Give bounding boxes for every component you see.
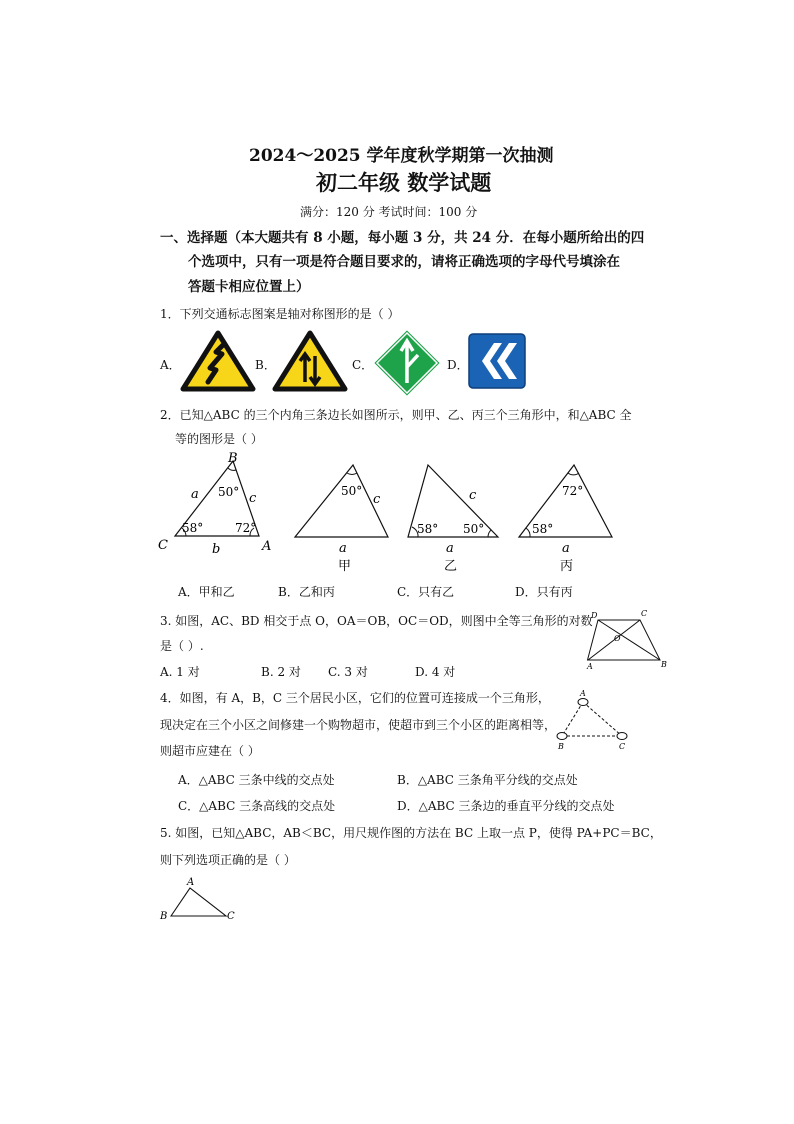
bing-angle2-label: 58°	[532, 522, 554, 536]
q3-option-d: D. 4 对	[415, 665, 456, 679]
triangle-bing-figure	[514, 455, 624, 575]
q3-label-c: C	[641, 609, 648, 618]
q1-option-b-label: B．	[255, 358, 276, 372]
bing-angle1-label: 72°	[562, 484, 584, 498]
yi-name: 乙	[444, 559, 458, 574]
vertex-a-label: A	[262, 539, 272, 554]
jia-side-c-label: c	[373, 492, 381, 507]
q1-stem: 1．下列交通标志图案是轴对称图形的是（ ）	[160, 307, 400, 321]
q1-option-d-label: D．	[447, 358, 469, 372]
q5-label-a: A	[187, 877, 195, 888]
q3-stem-line1: 3. 如图，AC、BD 相交于点 O，OA＝OB，OC＝OD，则图中全等三角形的对数	[160, 614, 593, 628]
q2-option-b: B．乙和丙	[278, 585, 335, 599]
q5-triangle-figure	[158, 874, 242, 926]
exam-subtitle: 初二年级 数学试题	[316, 170, 492, 195]
jia-name: 甲	[338, 559, 352, 574]
q3-label-o: O	[614, 634, 621, 643]
q4-label-a: A	[580, 689, 586, 698]
q1-option-c-label: C．	[352, 358, 374, 372]
yi-side-a-label: a	[446, 541, 454, 556]
winding-road-sign-icon	[180, 330, 256, 392]
q3-option-c: C. 3 对	[328, 665, 368, 679]
triangle-abc-figure	[155, 448, 275, 558]
q3-figure	[588, 606, 678, 670]
q4-option-a: A．△ABC 三条中线的交点处	[178, 773, 335, 787]
triangle-jia-figure	[290, 455, 400, 575]
q4-stem-line1: 4．如图，有 A，B，C 三个居民小区，它们的位置可连接成一个三角形，	[160, 691, 550, 705]
bing-name: 丙	[560, 559, 574, 574]
angle-a-label: 72°	[235, 521, 257, 535]
q5-stem-line1: 5. 如图，已知△ABC，AB＜BC，用尺规作图的方法在 BC 上取一点 P，使得 PA+PC＝BC，	[160, 826, 662, 840]
angle-b-label: 50°	[218, 485, 240, 499]
section-heading-line2: 个选项中，只有一项是符合题目要求的，请将正确选项的字母代号填涂在	[188, 254, 620, 270]
side-a-label: a	[191, 487, 199, 502]
q4-option-b: B．△ABC 三条角平分线的交点处	[397, 773, 578, 787]
yi-angle2-label: 50°	[463, 522, 485, 536]
yi-angle1-label: 58°	[417, 522, 439, 536]
q4-label-b: B	[558, 742, 564, 751]
q3-label-a: A	[587, 662, 593, 671]
q2-stem-line1: 2．已知△ABC 的三个内角三条边长如图所示，则甲、乙、丙三个三角形中，和△ABC 全	[160, 408, 632, 422]
section-heading-line1: 一、选择题（本大题共有 8 小题，每小题 3 分，共 24 分．在每小题所给出的四	[160, 230, 645, 246]
side-c-label: c	[249, 491, 257, 506]
q4-option-d: D．△ABC 三条边的垂直平分线的交点处	[397, 799, 615, 813]
q1-option-a-label: A．	[160, 358, 181, 372]
angle-c-label: 58°	[182, 521, 204, 535]
q3-stem-line2: 是（ ）.	[160, 639, 204, 653]
q3-option-b: B. 2 对	[261, 665, 301, 679]
merge-lane-sign-icon	[371, 327, 443, 399]
q4-label-c: C	[619, 742, 626, 751]
q2-option-a: A．甲和乙	[178, 585, 235, 599]
jia-side-a-label: a	[339, 541, 347, 556]
q4-option-c: C．△ABC 三条高线的交点处	[178, 799, 336, 813]
q4-stem-line3: 则超市应建在（ ）	[160, 744, 260, 758]
bing-side-a-label: a	[562, 541, 570, 556]
q4-figure	[552, 688, 636, 752]
q5-label-b: B	[160, 911, 168, 922]
yi-side-c-label: c	[469, 488, 477, 503]
two-way-traffic-sign-icon	[272, 330, 348, 392]
q5-label-c: C	[227, 911, 235, 922]
q5-stem-line2: 则下列选项正确的是（ ）	[160, 853, 296, 867]
q2-option-c: C．只有乙	[397, 585, 455, 599]
sharp-curve-chevron-sign-icon	[468, 333, 526, 389]
q3-label-b: B	[661, 660, 667, 669]
vertex-c-label: C	[158, 538, 168, 553]
jia-angle-label: 50°	[341, 484, 363, 498]
q3-label-d: D	[591, 611, 598, 620]
vertex-b-label: B	[228, 451, 238, 466]
q2-stem-line2: 等的图形是（ ）	[175, 432, 263, 446]
section-heading-line3: 答题卡相应位置上）	[188, 279, 310, 295]
exam-meta: 满分：120 分 考试时间：100 分	[300, 205, 478, 219]
q3-option-a: A. 1 对	[160, 665, 200, 679]
side-b-label: b	[212, 542, 221, 557]
exam-title: 2024～2025 学年度秋学期第一次抽测	[249, 146, 554, 166]
triangle-yi-figure	[403, 455, 513, 575]
q4-stem-line2: 现决定在三个小区之间修建一个购物超市，使超市到三个小区的距离相等，	[160, 718, 557, 732]
q2-option-d: D．只有丙	[515, 585, 573, 599]
